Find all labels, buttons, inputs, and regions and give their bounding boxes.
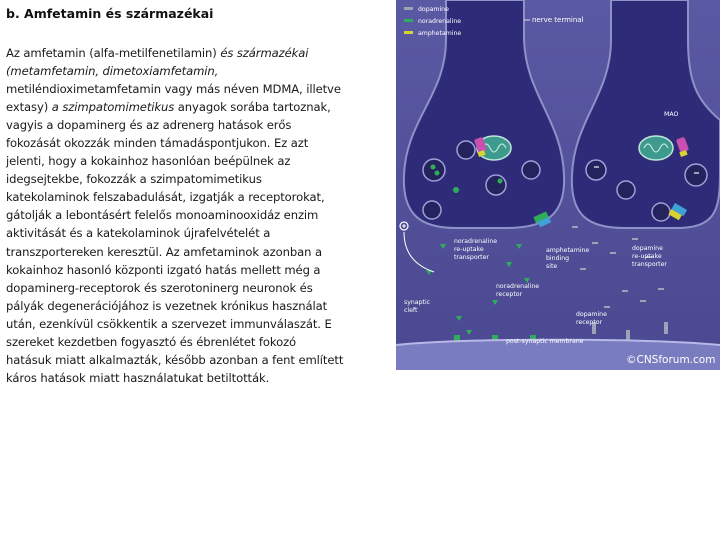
page-title: b. Amfetamin és származékai [6,6,214,21]
label-noradrenaline-receptor-1: noradrenaline [496,283,540,290]
text-line [6,224,394,242]
text-line [6,62,394,80]
synapse-figure [396,0,720,370]
label-mao: MAO [664,111,679,118]
label-nerve-terminal: nerve terminal [532,16,584,24]
legend-swatch-amphetamine [404,31,413,34]
italic-text-run: a szimpatomimetikus [51,100,175,115]
label-dopamine-receptor-1: dopamine [576,311,607,318]
legend-dopamine: dopamine [418,6,449,13]
mitochondrion-right [639,136,673,160]
text-run: anyagok sorába tartoznak, [174,100,331,115]
text-run: kokainhoz hasonló központi izgató hatás mellett még a [6,262,321,277]
label-synaptic-cleft-2: cleft [404,307,418,314]
text-line [6,188,394,206]
text-line [6,152,394,170]
text-line [6,206,394,224]
text-line [6,297,394,315]
text-run: idegsejtekbe, fokozzák a szimpatomimetikus [6,172,262,187]
text-line [6,243,394,261]
text-line [6,98,394,116]
legend-noradrenaline: noradrenaline [418,18,462,25]
text-line [6,261,394,279]
text-run: vagyis a dopaminerg és az adrenerg hatások erős [6,118,292,133]
text-run: gátolják a lebontásért felelős monoaminooxidáz enzim [6,208,319,223]
text-line [6,170,394,188]
text-run: Az amfetamin (alfa-metilfenetilamin) [6,46,221,60]
text-run: katekolaminok felszabadulását, izgatják a receptorokat, [6,190,325,205]
label-dopamine-receptor-2: receptor [576,319,603,326]
text-line [6,116,394,134]
text-run: metiléndioximetamfetamin vagy más néven MDMA, illetve [6,82,341,97]
text-run: aktivitását és a katekolaminok újrafelvételét a [6,226,271,241]
label-dopamine-transporter-1: dopamine [632,245,663,252]
text-run: szereket kezdetben fogyasztó és ébrenlétet fokozó [6,334,297,349]
label-dopamine-transporter-3: transporter [632,261,667,268]
text-run: hatásuk miatt alkalmazták, később azonban a fent említett [6,352,344,367]
body-paragraph [6,44,394,387]
text-line [6,351,394,369]
label-post-synaptic-membrane: post-synaptic membrane [506,338,584,345]
legend-amphetamine: amphetamine [418,30,462,37]
legend-swatch-noradrenaline [404,19,413,22]
text-run: dopaminerg-receptorok és szerotoninerg neuronok és [6,280,313,295]
label-amphetamine-site-3: site [546,263,558,270]
text-line [6,44,394,62]
text-run: pályák degenerációjához is vezetnek krónikus használat [6,298,328,313]
label-noradrenaline-transporter-3: transporter [454,254,489,261]
label-synaptic-cleft-1: synaptic [404,299,431,306]
text-line [6,279,394,297]
text-line [6,315,394,333]
text-run: után, ezenkívül csökkentik a szervezet immunválaszát. E [6,316,332,331]
text-run: jelenti, hogy a kokainhoz hasonlóan beépülnek az [6,154,291,169]
label-amphetamine-site-1: amphetamine [546,247,590,254]
text-line [6,369,394,387]
text-run: extasy) [6,100,52,115]
text-run: transzportereken keresztül. Az amfetaminok azonban a [6,244,322,259]
label-dopamine-transporter-2: re-uptake [632,253,662,260]
label-noradrenaline-transporter-2: re-uptake [454,246,484,253]
text-run: fokozását okozzák minden támadáspontjukon. Ez azt [6,136,309,151]
legend-swatch-dopamine [404,7,413,10]
italic-text-run: és származékai [220,46,309,60]
text-line [6,80,394,98]
label-noradrenaline-transporter-1: noradrenaline [454,238,498,245]
label-amphetamine-site-2: binding [546,255,570,262]
italic-text-run: (metamfetamin, dimetoxiamfetamin, [6,64,219,79]
synapse-diagram [396,0,720,370]
text-line [6,333,394,351]
label-noradrenaline-receptor-2: receptor [496,291,523,298]
text-run: káros hatások miatt használatukat betiltották. [6,370,270,385]
figure-credit: ©CNSforum.com [626,354,716,366]
text-line [6,134,394,152]
